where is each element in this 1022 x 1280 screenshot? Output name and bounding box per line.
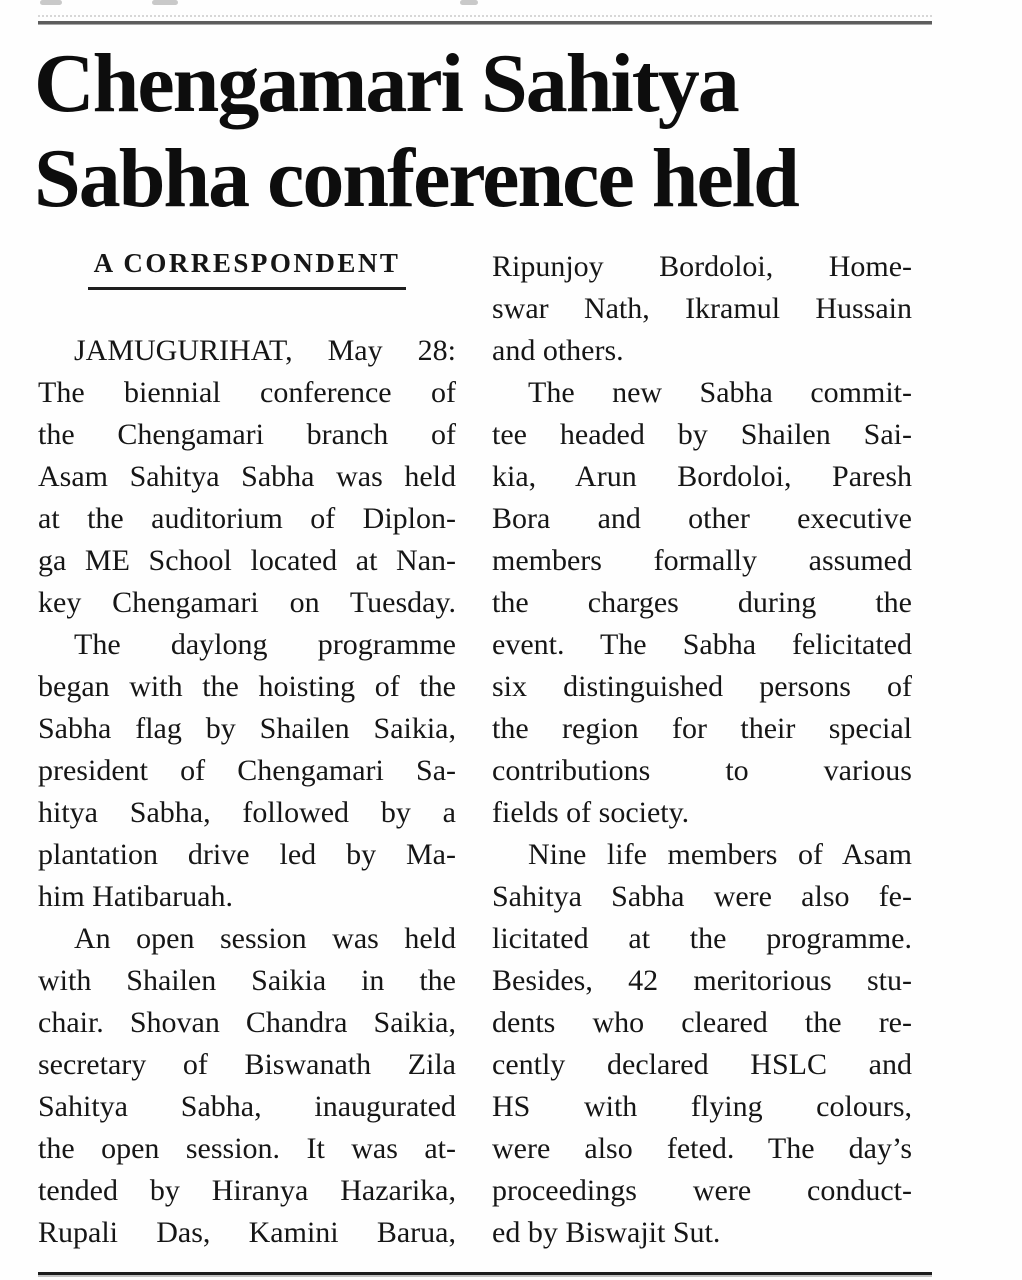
article-line: Sahitya Sabha were also fe- [492, 880, 912, 913]
article-line: cently declared HSLC and [492, 1048, 912, 1081]
article-line: the region for their special [492, 712, 912, 745]
article-line: plantation drive led by Ma- [38, 838, 456, 871]
article-line: members formally assumed [492, 544, 912, 577]
article-line: him Hatibaruah. [38, 880, 233, 913]
top-rule [38, 21, 932, 25]
article-body [38, 246, 912, 1254]
article-line: licitated at the programme. [492, 922, 912, 955]
article-line: The daylong programme [74, 628, 456, 661]
scan-artifact [152, 0, 178, 5]
article-line: Nine life members of Asam [528, 838, 912, 871]
article-line: An open session was held [74, 922, 456, 955]
article-line: and others. [492, 334, 624, 367]
byline-text: A CORRESPONDENT [88, 248, 407, 290]
article-line: the open session. It was at- [38, 1132, 456, 1165]
scan-dotted-line [38, 15, 932, 17]
article-line: Sabha flag by Shailen Saikia, [38, 712, 456, 745]
article-line: with Shailen Saikia in the [38, 964, 456, 997]
article-line: fields of society. [492, 796, 690, 829]
column-2 [492, 246, 912, 1254]
article-line: ed by Biswajit Sut. [492, 1216, 721, 1249]
article-line: at the auditorium of Diplon- [38, 502, 456, 535]
article-line: key Chengamari on Tuesday. [38, 586, 456, 619]
byline [38, 246, 456, 330]
article-line: tended by Hiranya Hazarika, [38, 1174, 456, 1207]
article-line: six distinguished persons of [492, 670, 912, 703]
scan-artifact [460, 0, 478, 5]
article-line: HS with flying colours, [492, 1090, 912, 1123]
article-line: Ripunjoy Bordoloi, Home- [492, 250, 912, 283]
column-2-lines [492, 246, 912, 1254]
headline-line-1: Chengamari Sahitya [34, 37, 738, 130]
scan-artifact [40, 0, 62, 5]
article-line: kia, Arun Bordoloi, Paresh [492, 460, 912, 493]
article-line: president of Chengamari Sa- [38, 754, 456, 787]
column-1 [38, 246, 456, 1254]
article-line: the charges during the [492, 586, 912, 619]
article-line: tee headed by Shailen Sai- [492, 418, 912, 451]
article-line: secretary of Biswanath Zila [38, 1048, 456, 1081]
article-line: contributions to various [492, 754, 912, 787]
article-line: began with the hoisting of the [38, 670, 456, 703]
article-line: swar Nath, Ikramul Hussain [492, 292, 912, 325]
article-line: the Chengamari branch of [38, 418, 456, 451]
article-line: Bora and other executive [492, 502, 912, 535]
article-line: The biennial conference of [38, 376, 456, 409]
article-line: hitya Sabha, followed by a [38, 796, 456, 829]
bottom-rule [38, 1272, 932, 1275]
article-line: Sahitya Sabha, inaugurated [38, 1090, 456, 1123]
headline-line-2: Sabha conference held [34, 132, 798, 225]
article-line: The new Sabha commit- [528, 376, 912, 409]
article-line: event. The Sabha felicitated [492, 628, 912, 661]
article-line: Asam Sahitya Sabha was held [38, 460, 456, 493]
article-line: ga ME School located at Nan- [38, 544, 456, 577]
article-line: Rupali Das, Kamini Barua, [38, 1216, 456, 1249]
column-1-lines [38, 330, 456, 1254]
article-line: Besides, 42 meritorious stu- [492, 964, 912, 997]
article-line: chair. Shovan Chandra Saikia, [38, 1006, 456, 1039]
article-line: dents who cleared the re- [492, 1006, 912, 1039]
article-line: proceedings were conduct- [492, 1174, 912, 1207]
headline [34, 36, 984, 226]
article-line: were also feted. The day’s [492, 1132, 912, 1165]
article-line: JAMUGURIHAT, May 28: [74, 334, 456, 367]
